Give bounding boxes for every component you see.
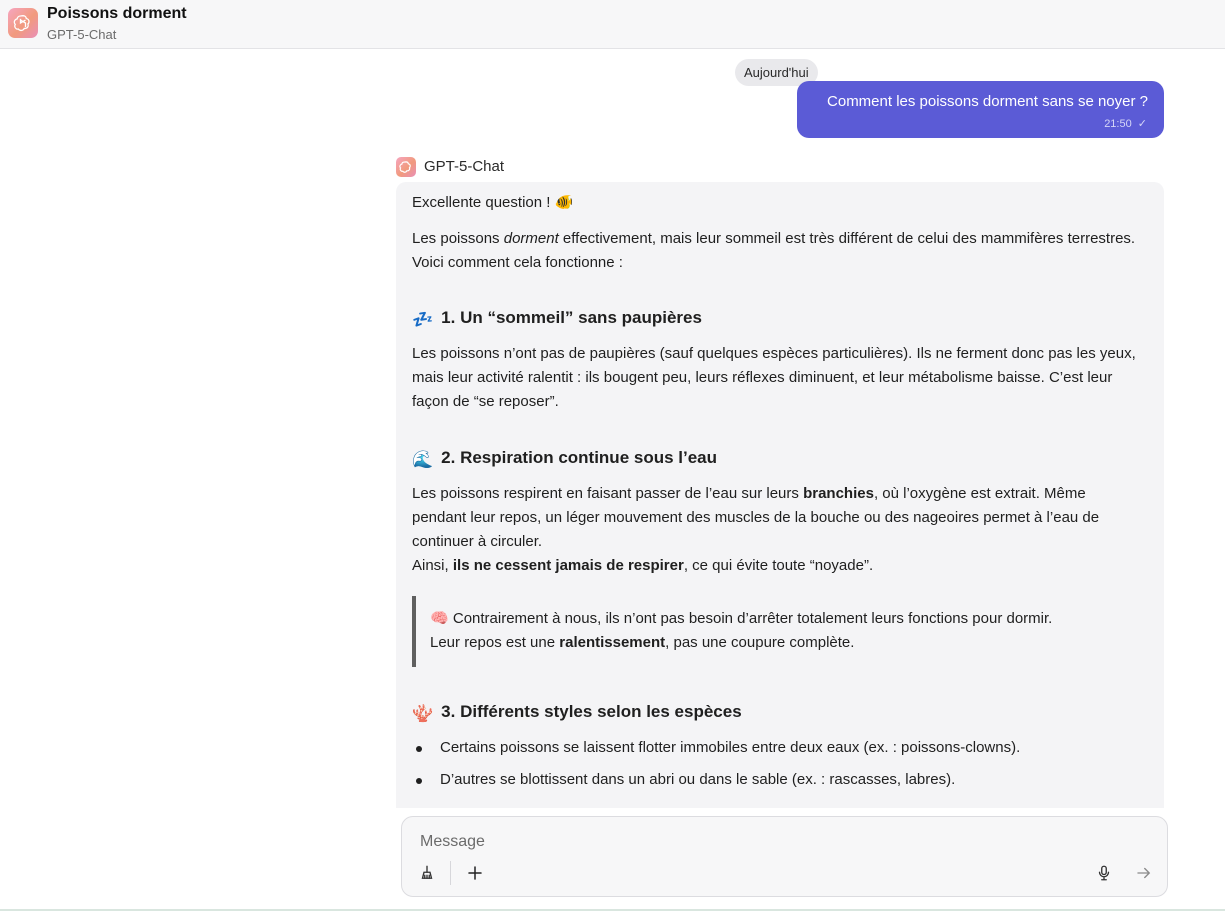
brain-emoji-icon: 🧠 [430,610,449,627]
p4-text-a: Ainsi, [412,557,453,574]
p3-text-c: , où l’oxygène est extrait. Même pendant leur repos, un léger mouvement des muscles de la bouche ou des nageoires permet à l’eau de continuer à circuler. [412,485,1100,550]
user-message-text: Comment les poissons dorment sans se noyer ? [827,93,1148,110]
add-attachment-icon[interactable] [463,861,487,885]
p1-text-a: Les poissons [412,230,504,247]
message-timestamp: 21:50 [1104,118,1132,130]
zzz-emoji-icon: 💤 [412,310,434,329]
chat-header [0,0,1225,49]
list-item-text: D’autres se blottissent dans un abri ou dans le sable (ex. : rascasses, labres). [440,771,956,788]
chat-title: Poissons dorment [47,5,187,22]
quote-text-1: Contrairement à nous, ils n’ont pas besoin d’arrêter totalement leurs fonctions pour dormir. [452,610,1053,627]
microphone-icon[interactable] [1092,861,1116,885]
bullet-dot [416,778,422,784]
p3-text-a: Les poissons respirent en faisant passer de l’eau sur leurs [412,485,804,502]
quote-bold: ralentissement [559,634,666,651]
bot-avatar-icon [396,157,416,177]
intro-text: Excellente question ! [412,194,555,211]
quote-line-2 [430,631,1092,655]
date-separator: Aujourd'hui [735,59,818,86]
section-heading-1 [412,308,702,330]
answer-paragraph-1 [412,227,1144,275]
section-heading-2 [412,448,717,470]
message-time [1104,117,1147,130]
chatgpt-logo-icon [8,8,38,38]
bot-name: GPT-5-Chat [424,158,505,175]
message-input[interactable] [418,829,1022,855]
list-item-text: Certains poissons se laissent flotter immobiles entre deux eaux (ex. : poissons-clowns). [440,739,1021,756]
bot-message-card [396,182,1164,808]
p1-emphasis: dorment [503,230,559,247]
heading-1-text: 1. Un “sommeil” sans paupières [441,308,702,327]
section-heading-3 [412,702,742,724]
p1-text-b: effectivement, mais leur sommeil est très différent de celui des mammifères terrestres. Voici comment cela fonctionne : [412,230,1136,271]
answer-paragraph-4 [412,554,1144,578]
clean-broom-icon[interactable] [415,861,439,885]
answer-paragraph-2: Les poissons n’ont pas de paupières (sauf quelques espèces particulières). Ils ne ferment donc pas les yeux, mais leur activité ralentit : ils bougent peu, leurs réflexes diminuent, et leur métabolisme baisse. C’est leur façon de “se reposer”. [412,345,1136,410]
coral-emoji-icon: 🪸 [412,704,434,723]
p3-bold: branchies [803,485,874,502]
p4-bold: ils ne cessent jamais de respirer [452,557,684,574]
quote-text-2a: Leur repos est une [430,634,560,651]
wave-emoji-icon: 🌊 [412,450,434,469]
user-message-bubble [797,81,1164,138]
p4-text-c: , ce qui évite toute “noyade”. [683,557,874,574]
blockquote [412,596,1112,667]
message-composer [401,816,1168,897]
composer-divider [450,861,451,885]
quote-line-1 [430,607,1092,631]
fish-emoji-icon: 🐠 [554,194,574,211]
answer-intro [412,191,1144,215]
answer-paragraph-3 [412,482,1144,554]
model-name: GPT-5-Chat [47,27,117,42]
quote-text-2c: , pas une coupure complète. [665,634,855,651]
heading-3-text: 3. Différents styles selon les espèces [441,702,742,721]
heading-2-text: 2. Respiration continue sous l’eau [441,448,718,467]
read-check-icon: ✓ [1137,118,1147,130]
send-arrow-icon[interactable] [1132,861,1156,885]
bullet-dot [416,746,422,752]
